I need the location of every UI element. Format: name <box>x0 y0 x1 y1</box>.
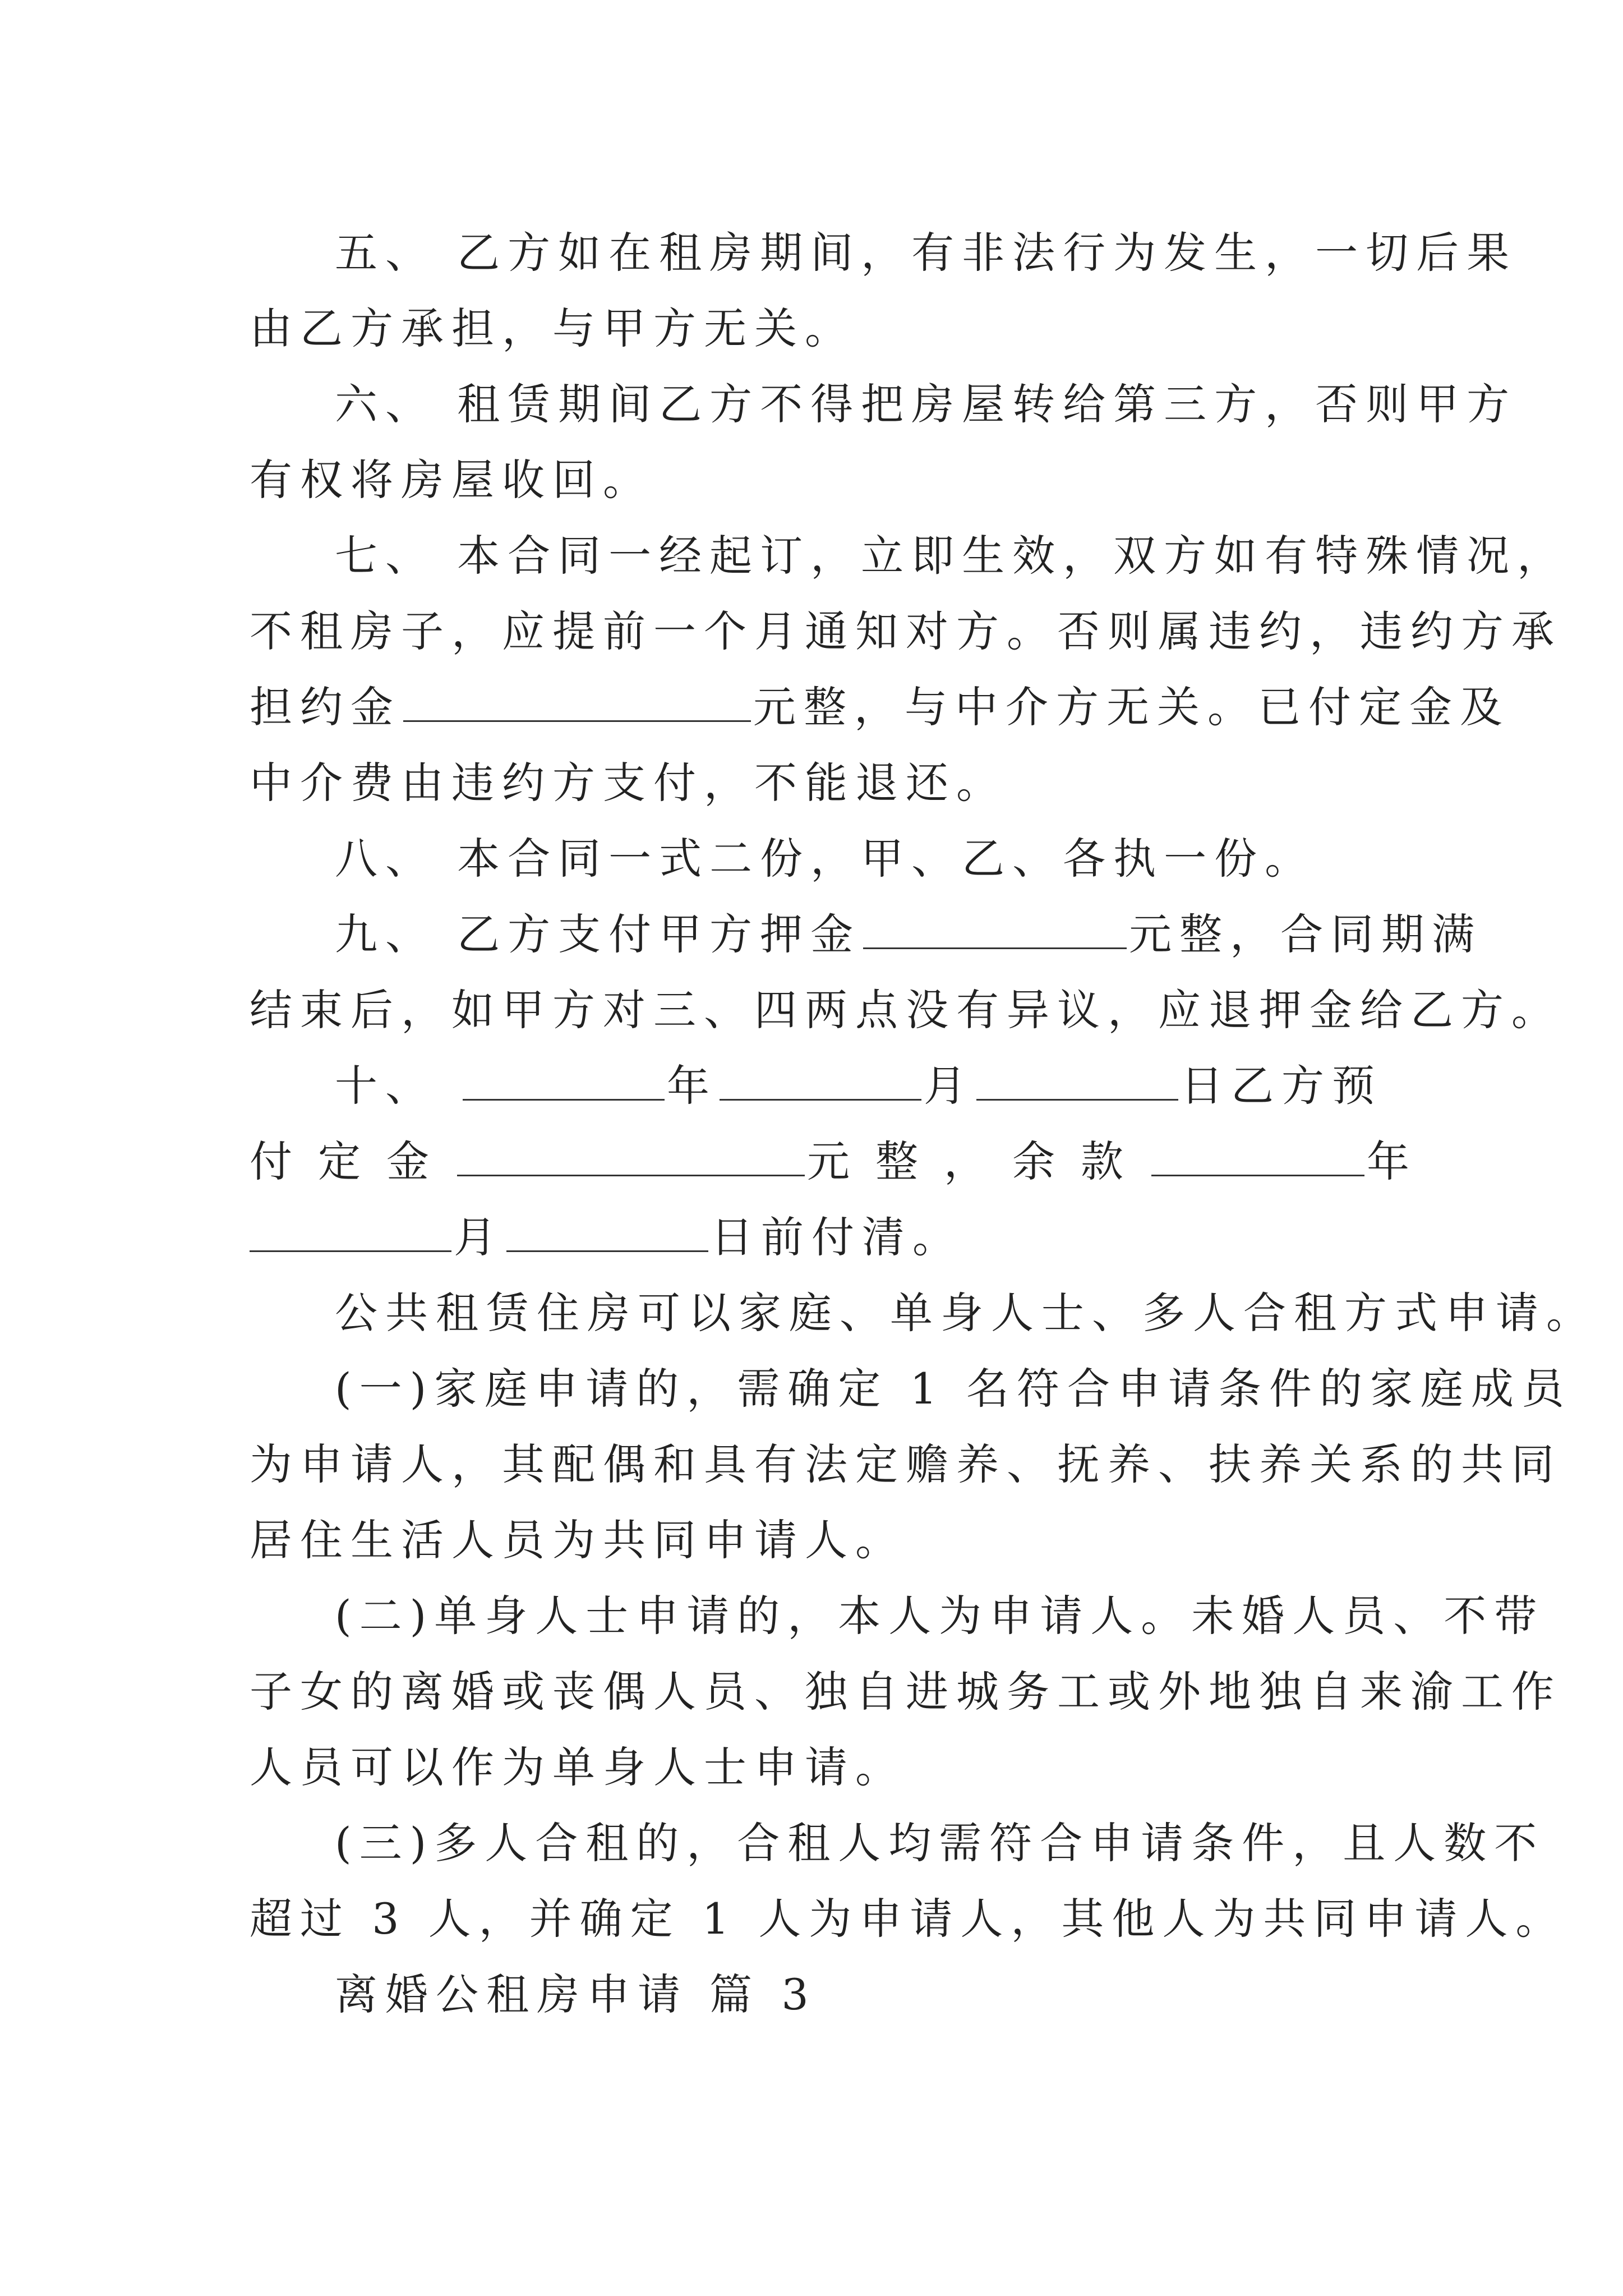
section-heading: 离婚公租房申请 篇 3 <box>335 1970 817 2019</box>
clause-8-line-1: 八、 本合同一式二份，甲、乙、各执一份。 <box>335 834 1316 884</box>
clause-10-line-1: 十、 年 月 日乙方预 <box>335 1061 1382 1111</box>
family-application-line-1: (一)家庭申请的，需确定 1 名符合申请条件的家庭成员 <box>335 1364 1572 1414</box>
clause-7-line-1: 七、 本合同一经起订，立即生效，双方如有特殊情况， <box>335 531 1568 581</box>
clause-9-line-2: 结束后，如甲方对三、四两点没有异议，应退押金给乙方。 <box>250 985 1562 1035</box>
shared-rental-line-2: 超过 3 人，并确定 1 人为申请人，其他人为共同申请人。 <box>250 1894 1566 1944</box>
clause-10-line-2: 付定金 元整，余款 年 <box>250 1137 1435 1186</box>
clause-5-line-2: 由乙方承担，与甲方无关。 <box>250 303 855 353</box>
balance-month-blank[interactable] <box>250 1214 451 1252</box>
balance-year-blank[interactable] <box>1151 1139 1364 1176</box>
clause-6-line-2: 有权将房屋收回。 <box>250 455 653 505</box>
clause-5-line-1: 五、 乙方如在租房期间，有非法行为发生，一切后果 <box>335 228 1518 278</box>
clause-7-line-4: 中介费由违约方支付，不能退还。 <box>250 758 1007 808</box>
earnest-money-blank[interactable] <box>457 1139 805 1176</box>
prepay-year-blank[interactable] <box>463 1063 665 1101</box>
deposit-amount-blank[interactable] <box>863 912 1127 949</box>
prepay-month-blank[interactable] <box>720 1063 921 1101</box>
family-application-line-3: 居住生活人员为共同申请人。 <box>250 1515 906 1565</box>
single-application-line-2: 子女的离婚或丧偶人员、独自进城务工或外地独自来渝工作 <box>250 1667 1562 1717</box>
prepay-day-blank[interactable] <box>976 1063 1178 1101</box>
clause-9-line-1: 九、 乙方支付甲方押金 元整，合同期满 <box>335 909 1483 959</box>
public-rental-intro: 公共租赁住房可以家庭、单身人士、多人合租方式申请。 <box>335 1288 1597 1338</box>
penalty-amount-blank[interactable] <box>403 684 751 722</box>
shared-rental-line-1: (三)多人合租的，合租人均需符合申请条件，且人数不 <box>335 1818 1545 1868</box>
single-application-line-3: 人员可以作为单身人士申请。 <box>250 1742 906 1792</box>
clause-10-line-3: 月 日前付清。 <box>250 1206 963 1269</box>
balance-day-blank[interactable] <box>506 1214 708 1252</box>
family-application-line-2: 为申请人，其配偶和具有法定赡养、抚养、扶养关系的共同 <box>250 1439 1562 1489</box>
clause-7-line-3: 担约金 元整，与中介方无关。已付定金及 <box>250 682 1510 732</box>
single-application-line-1: (二)单身人士申请的，本人为申请人。未婚人员、不带 <box>335 1591 1545 1641</box>
clause-7-line-2: 不租房子，应提前一个月通知对方。否则属违约，违约方承 <box>250 606 1562 656</box>
clause-6-line-1: 六、 租赁期间乙方不得把房屋转给第三方，否则甲方 <box>335 379 1518 429</box>
